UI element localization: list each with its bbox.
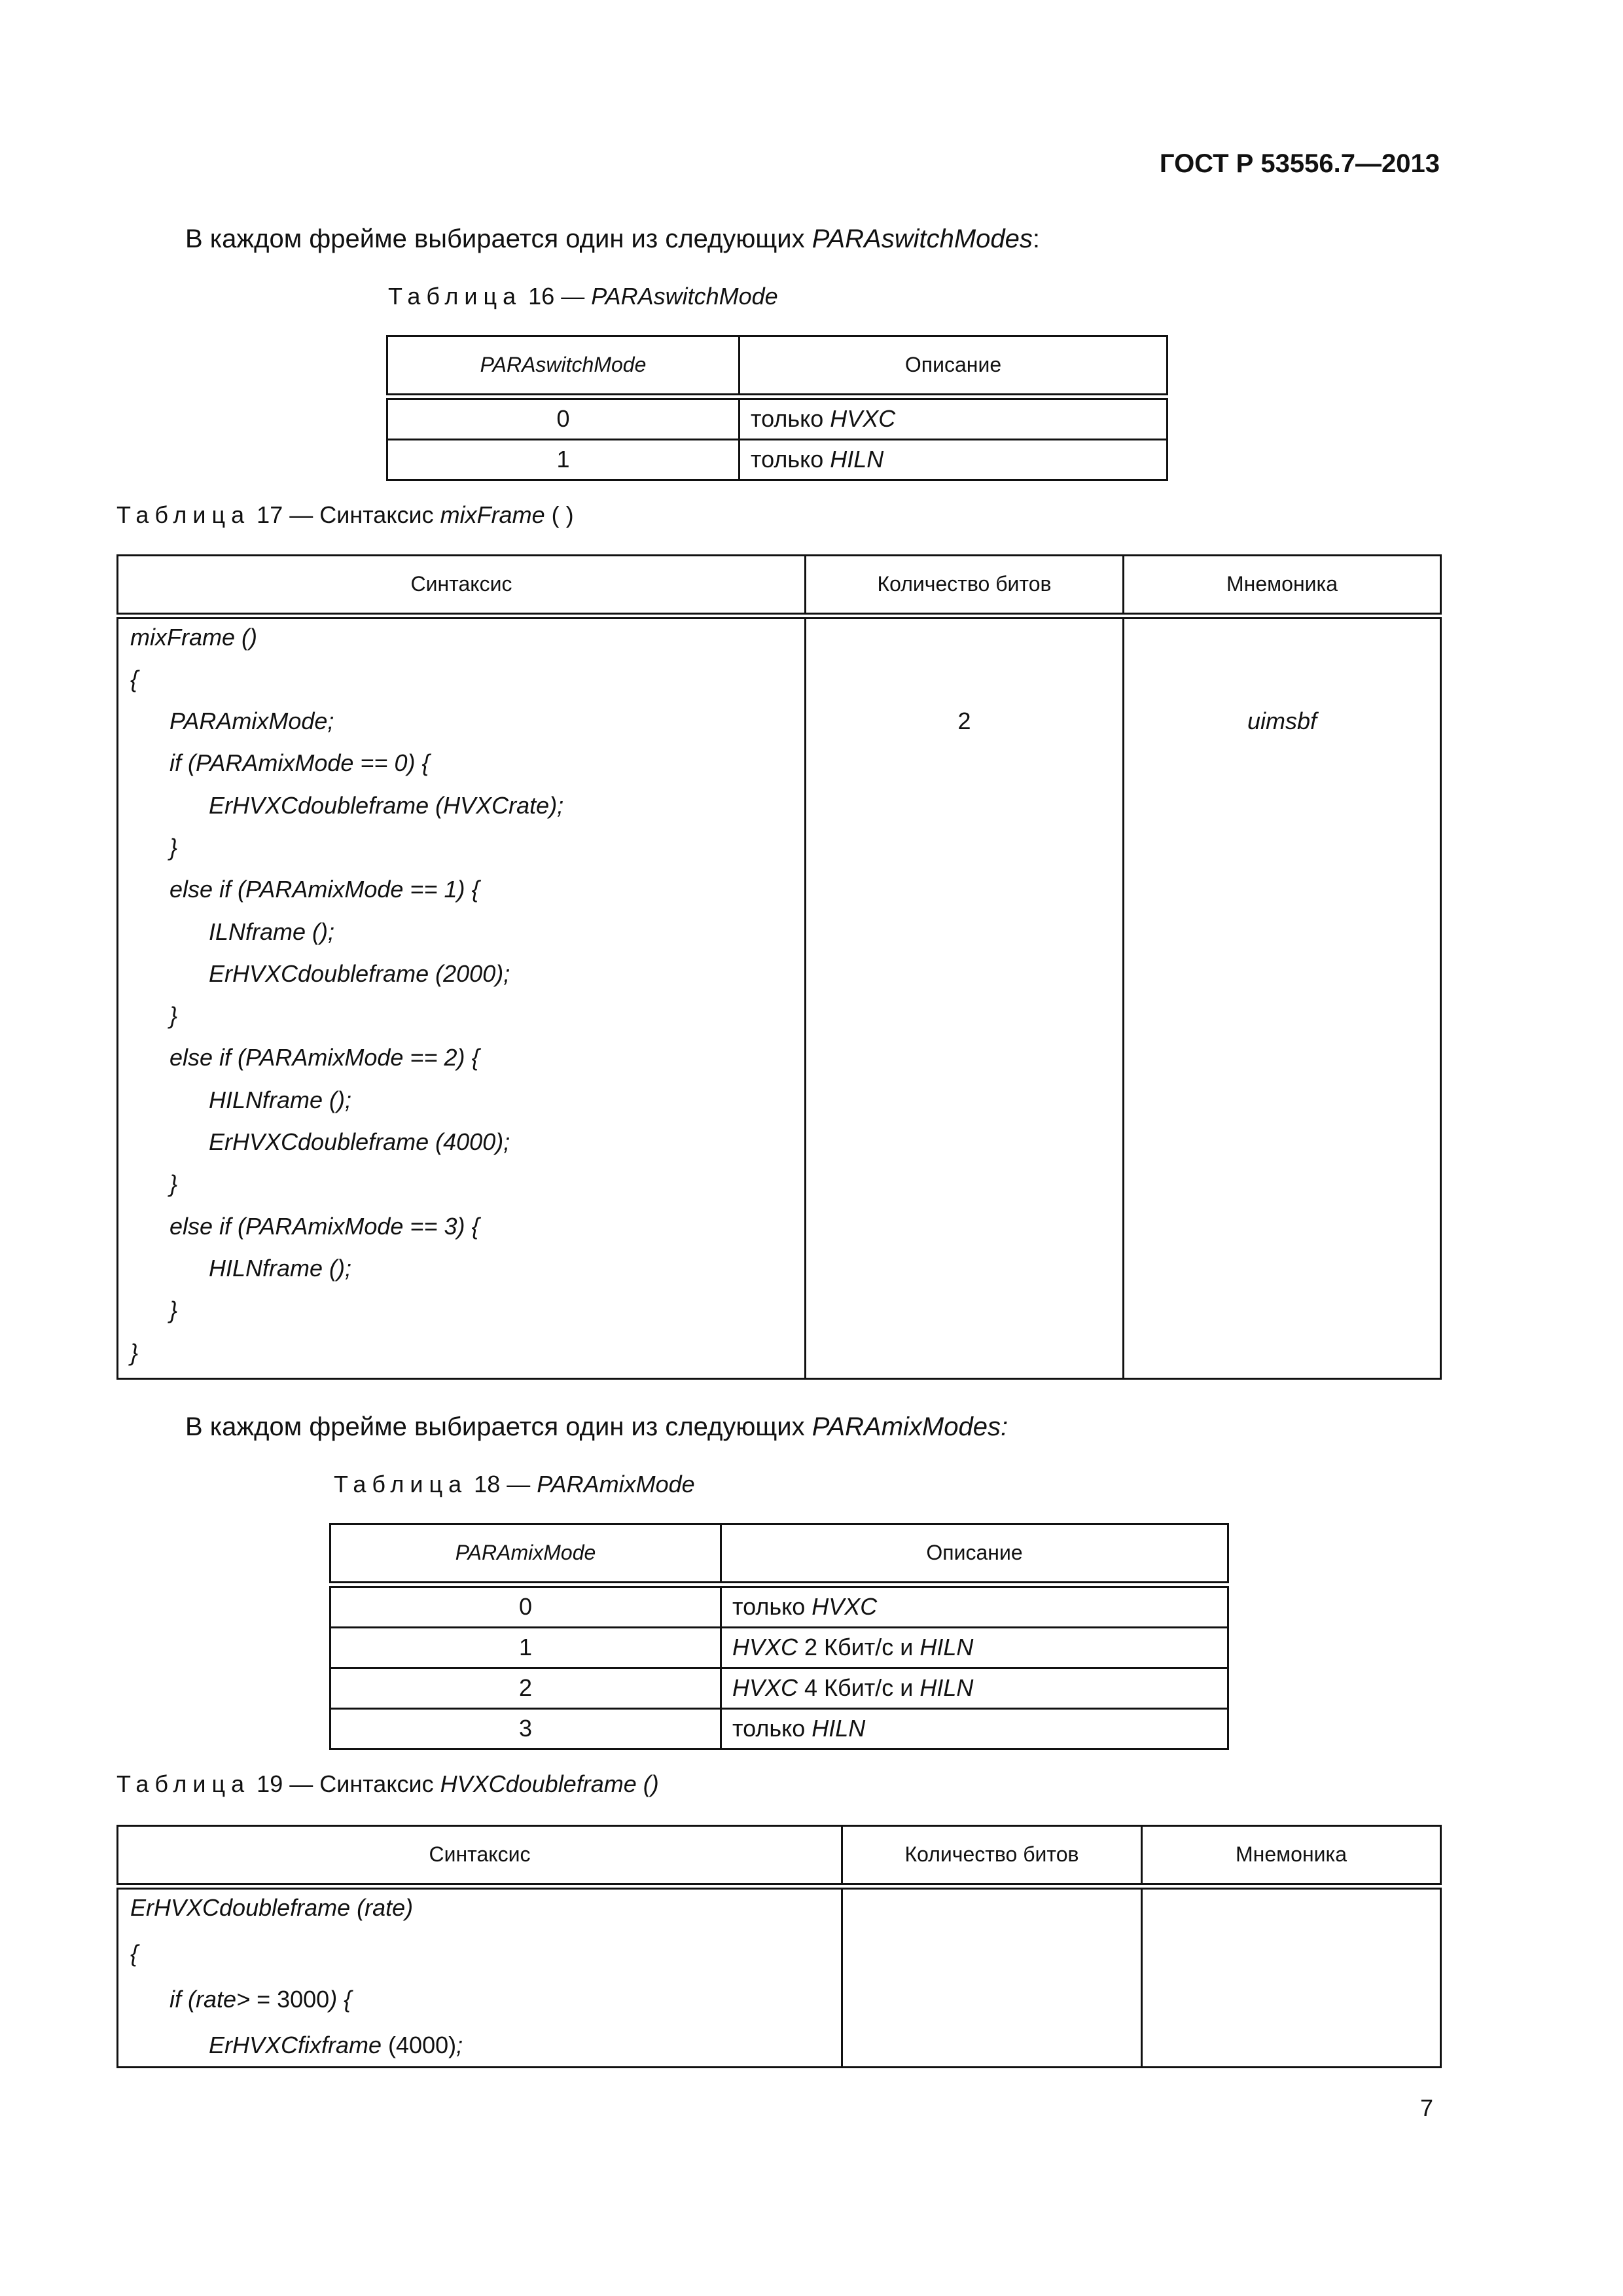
table-row [118, 616, 1441, 1379]
table-cell-value: 0 [330, 1585, 721, 1628]
code-line: ErHVXCdoubleframe (2000); [209, 960, 510, 987]
column-header: Описание [721, 1524, 1228, 1585]
table-row [330, 1585, 1228, 1628]
page-number: 7 [1420, 2094, 1434, 2121]
table-cell-value: 2 [330, 1668, 721, 1708]
table-row [330, 1708, 1228, 1749]
code-line: } [130, 1338, 139, 1366]
bits-cell [842, 1886, 1142, 2068]
table-cell-description: только HILN [721, 1708, 1228, 1749]
table-row [330, 1668, 1228, 1708]
table-header-row [330, 1524, 1228, 1585]
column-header: PARAswitchMode [387, 336, 740, 397]
caption-title: PARAmixMode [537, 1471, 695, 1498]
mnemonic-cell [1142, 1886, 1441, 2068]
table-cell-description: только HVXC [721, 1585, 1228, 1628]
code-line: ILNframe (); [209, 918, 335, 945]
paragraph-suffix: : [1032, 224, 1041, 253]
code-line: ErHVXCdoubleframe (4000); [209, 1128, 510, 1156]
table-17 [116, 554, 1442, 1380]
table-cell-value: 1 [330, 1627, 721, 1668]
table-row [387, 439, 1168, 480]
column-header-syntax: Синтаксис [118, 556, 806, 616]
code-line: else if (PARAmixMode == 1) { [169, 876, 480, 903]
caption-number: 18 — [474, 1471, 531, 1498]
paragraph-text: В каждом фрейме выбирается один из следующих [185, 1412, 812, 1441]
table-18-caption [334, 1471, 695, 1498]
table-cell-description: только HILN [740, 439, 1168, 480]
column-header-syntax: Синтаксис [118, 1826, 842, 1886]
code-line: else if (PARAmixMode == 3) { [169, 1212, 480, 1240]
column-header-bits: Количество битов [806, 556, 1124, 616]
paragraph-term: PARAswitchModes [812, 224, 1033, 253]
paragraph-mix-modes [185, 1412, 1008, 1442]
table-cell-value: 0 [387, 397, 740, 440]
bits-cell [806, 616, 1124, 1379]
code-line: if (PARAmixMode == 0) { [169, 749, 430, 777]
code-line: if (rate> = 3000) { [169, 1985, 352, 2013]
table-cell-description: HVXC 4 Кбит/с и HILN [721, 1668, 1228, 1708]
bits-value: 2 [957, 708, 971, 735]
caption-label: Таблица [116, 501, 251, 528]
table-row [330, 1627, 1228, 1668]
caption-label: Таблица [116, 1770, 251, 1797]
column-header-mnemonic: Мнемоника [1142, 1826, 1441, 1886]
table-header-row [118, 556, 1441, 616]
code-line: PARAmixMode; [169, 708, 334, 735]
code-line: HILNframe (); [209, 1086, 352, 1113]
table-cell-description: только HVXC [740, 397, 1168, 440]
column-header: PARAmixMode [330, 1524, 721, 1585]
code-line: HILNframe (); [209, 1254, 352, 1282]
code-line: { [130, 1939, 139, 1967]
paragraph-term: PARAmixModes: [812, 1412, 1008, 1441]
table-row [118, 1886, 1441, 2068]
code-line: } [169, 833, 178, 861]
caption-number: 19 — Синтаксис [257, 1770, 434, 1797]
caption-label: Таблица [388, 283, 522, 310]
code-line: { [130, 665, 139, 692]
table-cell-value: 1 [387, 439, 740, 480]
column-header: Описание [740, 336, 1168, 397]
table-16-caption [388, 283, 778, 310]
code-line: else if (PARAmixMode == 2) { [169, 1044, 480, 1071]
paragraph-switch-modes [185, 224, 1040, 254]
table-18 [329, 1523, 1229, 1750]
code-line: } [169, 1297, 178, 1324]
caption-title: mixFrame [440, 501, 545, 528]
table-header-row [118, 1826, 1441, 1886]
code-line: ErHVXCfixframe (4000); [209, 2031, 463, 2058]
mnemonic-cell [1124, 616, 1441, 1379]
caption-title: HVXCdoubleframe () [440, 1770, 659, 1797]
code-line: } [169, 1170, 178, 1198]
code-line: ErHVXCdoubleframe (rate) [130, 1893, 414, 1921]
syntax-code [118, 616, 806, 1379]
document-id: ГОСТ Р 53556.7—2013 [1159, 149, 1440, 178]
caption-number: 16 — [528, 283, 585, 310]
syntax-code [118, 1886, 842, 2068]
table-17-caption [116, 501, 574, 529]
caption-paren: ( ) [544, 501, 574, 528]
table-cell-value: 3 [330, 1708, 721, 1749]
code-line: ErHVXCdoubleframe (HVXCrate); [209, 791, 564, 819]
table-row [387, 397, 1168, 440]
code-line: } [169, 1002, 178, 1030]
column-header-bits: Количество битов [842, 1826, 1142, 1886]
code-line: mixFrame () [130, 623, 257, 651]
caption-title: PARAswitchMode [591, 283, 778, 310]
table-cell-description: HVXC 2 Кбит/с и HILN [721, 1627, 1228, 1668]
table-16 [386, 335, 1168, 481]
table-header-row [387, 336, 1168, 397]
paragraph-text: В каждом фрейме выбирается один из следующих [185, 224, 812, 253]
caption-label: Таблица [334, 1471, 468, 1498]
mnemonic-value: uimsbf [1247, 708, 1317, 735]
caption-number: 17 — Синтаксис [257, 501, 434, 528]
table-19-caption [116, 1770, 659, 1798]
column-header-mnemonic: Мнемоника [1124, 556, 1441, 616]
table-19 [116, 1825, 1442, 2068]
